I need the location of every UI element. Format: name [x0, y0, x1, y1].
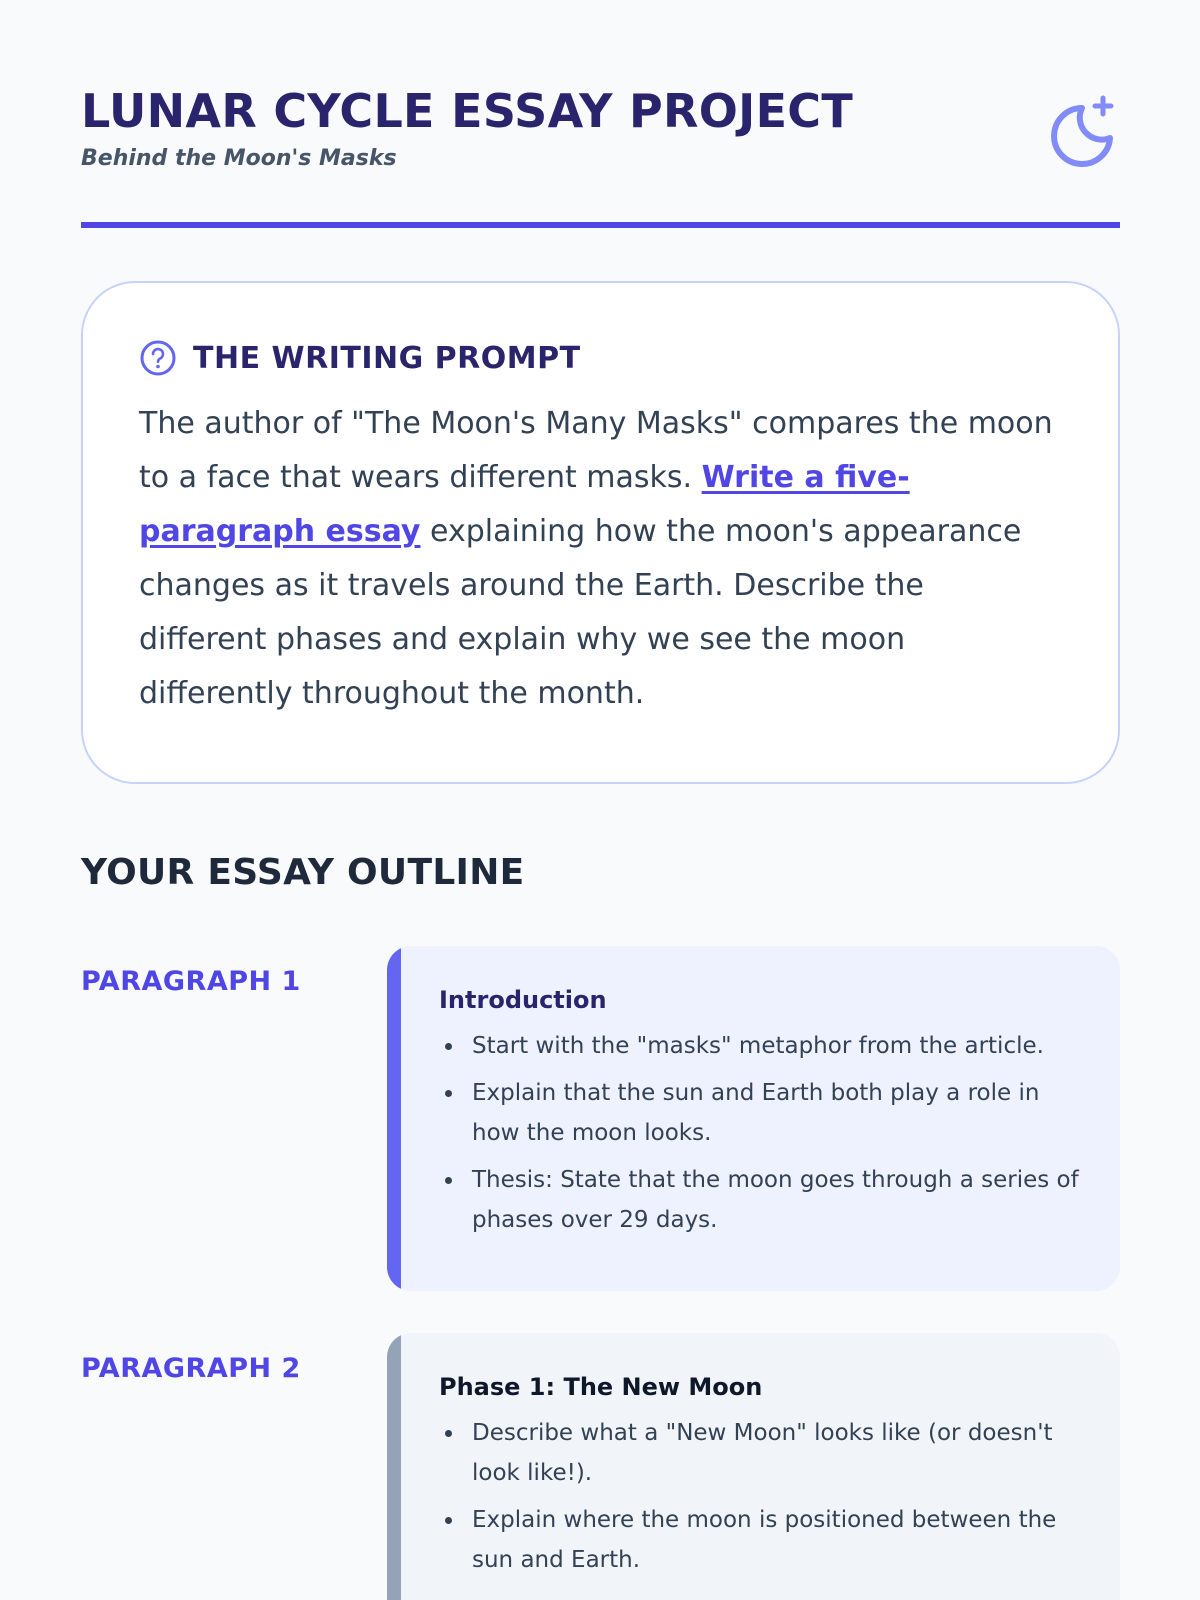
paragraph-card-title: Introduction — [439, 986, 607, 1014]
list-item: Describe what a "New Moon" looks like (or doesn't look like!). — [439, 1413, 1084, 1493]
paragraph-card-introduction — [387, 946, 1120, 1291]
writing-prompt-card — [81, 281, 1120, 784]
prompt-title: THE WRITING PROMPT — [193, 340, 581, 376]
list-item: Explain where the moon is positioned between the sun and Earth. — [439, 1500, 1084, 1580]
moon-sparkle-icon — [1044, 94, 1120, 170]
list-item: Thesis: State that the moon goes through a series of phases over 29 days. — [439, 1160, 1084, 1240]
prompt-emphasis-link[interactable]: Write a five-paragraph essay — [139, 460, 910, 549]
prompt-text-intro: The author of "The Moon's Many Masks" compares the moon to a face that wears different masks. — [139, 406, 1053, 495]
paragraph-card-new-moon — [387, 1333, 1120, 1600]
paragraph-bullet-list — [439, 1026, 1084, 1240]
paragraph-card-title: Phase 1: The New Moon — [439, 1373, 763, 1401]
prompt-header — [139, 335, 1062, 381]
list-item: Explain that the sun and Earth both play a role in how the moon looks. — [439, 1073, 1084, 1153]
page-title: LUNAR CYCLE ESSAY PROJECT — [81, 84, 854, 138]
page-subtitle: Behind the Moon's Masks — [81, 146, 397, 171]
paragraph-label: PARAGRAPH 1 — [81, 966, 301, 997]
page-header — [81, 80, 1120, 228]
prompt-text-rest: explaining how the moon's appearance changes as it travels around the Earth. Describe the different phases and explain why we see the moon differently throughout the month. — [139, 514, 1022, 711]
outline-heading: YOUR ESSAY OUTLINE — [81, 852, 525, 893]
list-item: Start with the "masks" metaphor from the article. — [439, 1026, 1084, 1066]
question-circle-icon — [139, 339, 177, 377]
prompt-text — [139, 397, 1059, 721]
paragraph-bullet-list — [439, 1413, 1084, 1580]
paragraph-label: PARAGRAPH 2 — [81, 1353, 301, 1384]
